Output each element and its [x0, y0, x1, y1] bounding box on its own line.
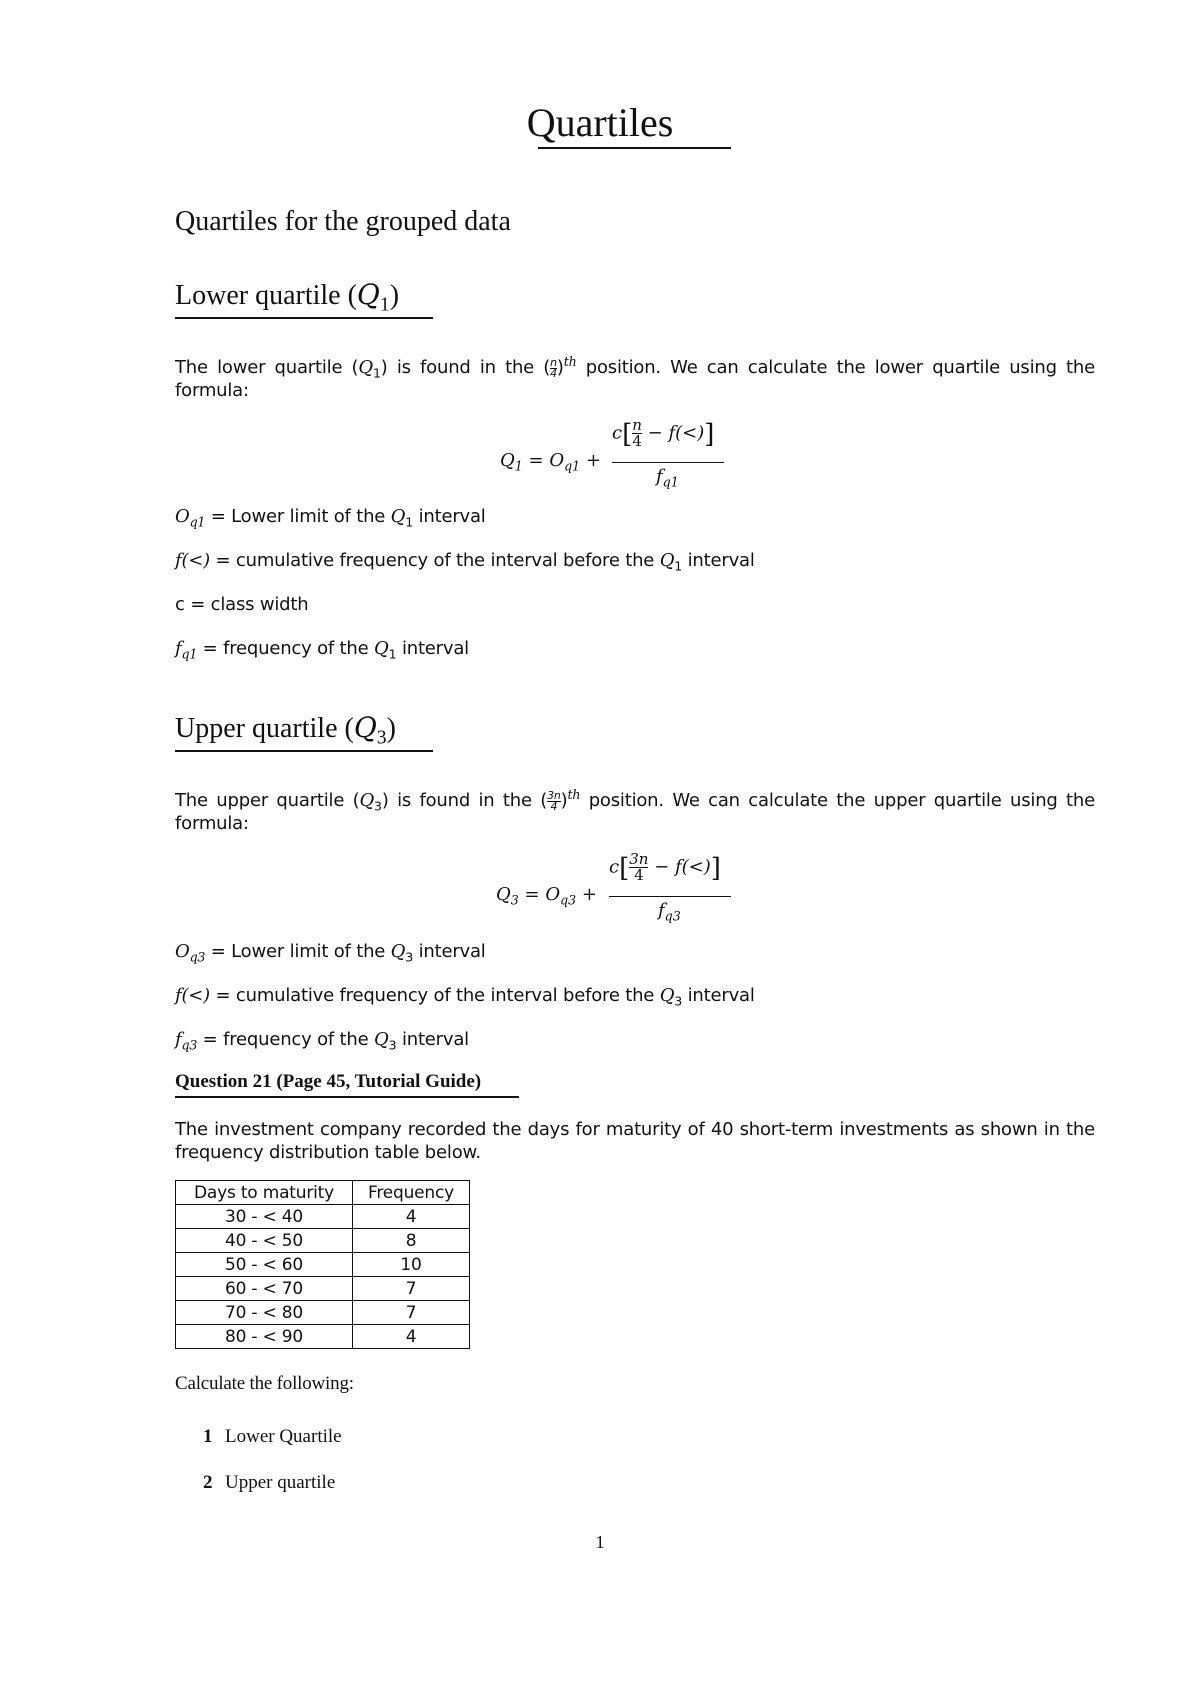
list-item-number: 1: [203, 1426, 213, 1447]
lower-formula-q-sub: 1: [514, 458, 523, 474]
upper-formula-numerator: $c[\frac{3n}{4}$ − f(<)]: [609, 850, 721, 884]
lower-intro-fraction: [550, 355, 557, 380]
upper-def-2-tail: interval: [682, 985, 755, 1006]
upper-formula-q-sub: 3: [510, 892, 519, 908]
upper-def-3-text: = frequency of the: [197, 1029, 375, 1050]
lower-intro-frac-den: 4: [550, 366, 557, 380]
upper-def-1-qsub: 3: [405, 949, 414, 965]
list-item-text: Lower Quartile: [225, 1426, 342, 1447]
lower-heading-close: ): [389, 280, 400, 311]
upper-formula-o: O: [545, 884, 561, 905]
upper-def-2-text: = cumulative frequency of the interval before the: [210, 985, 660, 1006]
upper-formula-plus: +: [576, 884, 597, 905]
lower-def-2-sym: f(<): [175, 550, 210, 571]
lower-def-1-text: = Lower limit of the: [205, 506, 391, 527]
upper-intro-q-sub: 3: [374, 798, 382, 814]
upper-heading-underline: [175, 750, 433, 752]
question-heading: Question 21 (Page 45, Tutorial Guide): [175, 1071, 482, 1092]
table-cell: 50 - < 60: [176, 1253, 353, 1277]
lower-def-3: [175, 593, 308, 616]
upper-den-f: f: [658, 900, 665, 921]
lower-intro-q-sub: 1: [372, 365, 381, 381]
lower-num-fraction: [632, 418, 642, 449]
upper-intro-frac-num: 3n: [547, 788, 561, 802]
table-header-row: [176, 1181, 470, 1205]
upper-def-3-tail: interval: [396, 1029, 469, 1050]
lower-heading-symbol: Q: [356, 278, 380, 311]
upper-formula-denominator: [658, 900, 681, 924]
upper-formula-fraction-bar: [609, 896, 731, 897]
calculate-label: Calculate the following:: [175, 1373, 354, 1394]
lower-def-4: [175, 637, 469, 660]
frequency-table: [175, 1180, 470, 1349]
lower-def-4-qsub: 1: [388, 646, 397, 662]
lower-heading-sub: 1: [379, 294, 390, 316]
lower-formula-denominator: [656, 466, 679, 490]
table-header: Frequency: [353, 1181, 470, 1205]
upper-num-frac-den: 4: [629, 867, 648, 883]
lower-formula-lhs: [500, 450, 601, 474]
lower-formula-plus: +: [580, 450, 601, 471]
table-cell: 7: [353, 1301, 470, 1325]
table-cell: 30 - < 40: [176, 1205, 353, 1229]
table-row: [176, 1229, 470, 1253]
upper-intro-frac-den: 4: [547, 801, 561, 812]
upper-num-rest: − f(<): [648, 856, 711, 878]
question-heading-underline: [175, 1096, 519, 1098]
lower-def-2-q: Q: [659, 550, 675, 571]
upper-formula-eq: =: [518, 884, 546, 905]
upper-intro-a: The upper quartile (: [175, 790, 360, 811]
upper-intro-sup: th: [567, 787, 581, 802]
upper-den-sub: q3: [664, 908, 681, 924]
lower-num-frac-den: 4: [632, 432, 642, 450]
upper-def-3-sub: q3: [181, 1037, 198, 1053]
lower-def-1-sym: O: [175, 506, 190, 527]
lower-def-1-qsub: 1: [405, 514, 414, 530]
upper-def-2-sym: f(<): [175, 985, 210, 1006]
lower-num-frac-num: n: [632, 416, 642, 434]
table-cell: 7: [353, 1277, 470, 1301]
lower-formula-q: Q: [500, 450, 515, 471]
page-number: 1: [595, 1532, 605, 1552]
table-cell: 4: [353, 1205, 470, 1229]
upper-heading-text: Upper quartile (: [175, 713, 354, 744]
lower-formula-o-sub: q1: [564, 458, 581, 474]
lower-def-1: [175, 505, 486, 528]
table-cell: 60 - < 70: [176, 1277, 353, 1301]
table-cell: 10: [353, 1253, 470, 1277]
lower-num-c: c: [612, 422, 623, 444]
table-row: [176, 1301, 470, 1325]
lower-den-f: f: [656, 466, 663, 487]
upper-formula-o-sub: q3: [560, 892, 577, 908]
list-item: [203, 1471, 335, 1495]
lower-formula-fraction-bar: [612, 462, 724, 463]
lower-def-4-text: = frequency of the: [197, 638, 375, 659]
lower-def-2-tail: interval: [682, 550, 755, 571]
table-cell: 8: [353, 1229, 470, 1253]
lower-den-sub: q1: [662, 474, 679, 490]
upper-intro-b: ) is found in the (: [381, 790, 548, 811]
upper-def-3-sym: f: [175, 1029, 182, 1050]
upper-num-fraction: [629, 852, 648, 883]
upper-def-3: [175, 1028, 469, 1051]
lower-quartile-heading: [175, 278, 400, 316]
table-cell: 4: [353, 1325, 470, 1349]
lower-intro-b: ) is found in the (: [380, 357, 551, 378]
lower-intro-sup: th: [563, 354, 577, 369]
lower-def-4-sub: q1: [181, 646, 198, 662]
lower-intro-c: ): [556, 357, 564, 378]
lower-intro-paragraph: [175, 356, 1095, 402]
upper-def-3-qsub: 3: [388, 1037, 397, 1053]
upper-quartile-heading: [175, 711, 396, 749]
upper-def-1-text: = Lower limit of the: [205, 941, 391, 962]
upper-quartile-formula: [496, 852, 746, 922]
lower-def-4-q: Q: [374, 638, 389, 659]
lower-intro-frac-num: n: [550, 355, 557, 369]
upper-num-c: c: [609, 856, 620, 878]
upper-def-1: [175, 940, 486, 963]
list-item-number: 2: [203, 1472, 213, 1493]
lower-intro-d: position. We can calculate the lower quartile using the formula:: [175, 357, 1095, 401]
upper-def-1-sub: q3: [189, 949, 206, 965]
lower-def-1-tail: interval: [413, 506, 486, 527]
lower-heading-underline: [175, 317, 433, 319]
lower-def-2-text: = cumulative frequency of the interval before the: [210, 550, 660, 571]
lower-quartile-formula: [500, 418, 740, 488]
lower-def-4-sym: f: [175, 638, 182, 659]
lower-formula-numerator: $c[\frac{n}{4}$ − f(<)]: [612, 416, 715, 450]
upper-def-2-q: Q: [659, 985, 675, 1006]
upper-intro-paragraph: [175, 789, 1095, 835]
upper-intro-c: ): [560, 790, 568, 811]
table-cell: 40 - < 50: [176, 1229, 353, 1253]
lower-def-1-sub: q1: [189, 514, 206, 530]
table-cell: 70 - < 80: [176, 1301, 353, 1325]
table-row: [176, 1325, 470, 1349]
upper-def-1-q: Q: [390, 941, 406, 962]
upper-def-2: [175, 984, 755, 1007]
lower-def-1-q: Q: [390, 506, 406, 527]
upper-def-2-qsub: 3: [674, 993, 683, 1009]
table-header: Days to maturity: [176, 1181, 353, 1205]
upper-def-1-sym: O: [175, 941, 190, 962]
page-title: Quartiles: [526, 100, 674, 145]
upper-def-3-q: Q: [374, 1029, 389, 1050]
lower-num-rest: − f(<): [641, 422, 705, 444]
lower-def-2: [175, 549, 755, 572]
upper-def-1-tail: interval: [413, 941, 486, 962]
lower-def-2-qsub: 1: [674, 558, 683, 574]
lower-formula-eq: =: [522, 450, 550, 471]
upper-formula-q: Q: [496, 884, 511, 905]
lower-def-4-tail: interval: [396, 638, 469, 659]
lower-intro-q: Q: [358, 357, 373, 378]
upper-num-frac-num: 3n: [629, 850, 649, 868]
upper-formula-lhs: [496, 884, 597, 908]
lower-formula-o: O: [549, 450, 565, 471]
upper-intro-d: position. We can calculate the upper quartile using the formula:: [175, 790, 1095, 834]
table-row: [176, 1253, 470, 1277]
question-text: The investment company recorded the days for maturity of 40 short-term investments as shown in the frequency distribution table below.: [175, 1119, 1095, 1163]
list-item-text: Upper quartile: [225, 1472, 336, 1493]
lower-heading-text: Lower quartile (: [175, 280, 357, 311]
upper-heading-symbol: Q: [353, 711, 377, 744]
upper-heading-close: ): [386, 713, 396, 744]
list-item: [203, 1425, 342, 1449]
table-row: [176, 1205, 470, 1229]
upper-heading-sub: 3: [376, 727, 387, 749]
table-row: [176, 1277, 470, 1301]
table-cell: 80 - < 90: [176, 1325, 353, 1349]
lower-def-3-text: c = class width: [175, 594, 309, 615]
upper-intro-fraction: [547, 788, 561, 813]
section-heading: Quartiles for the grouped data: [175, 206, 511, 237]
lower-intro-a: The lower quartile (: [175, 357, 359, 378]
title-underline: [538, 147, 731, 149]
upper-intro-q: Q: [359, 790, 375, 811]
